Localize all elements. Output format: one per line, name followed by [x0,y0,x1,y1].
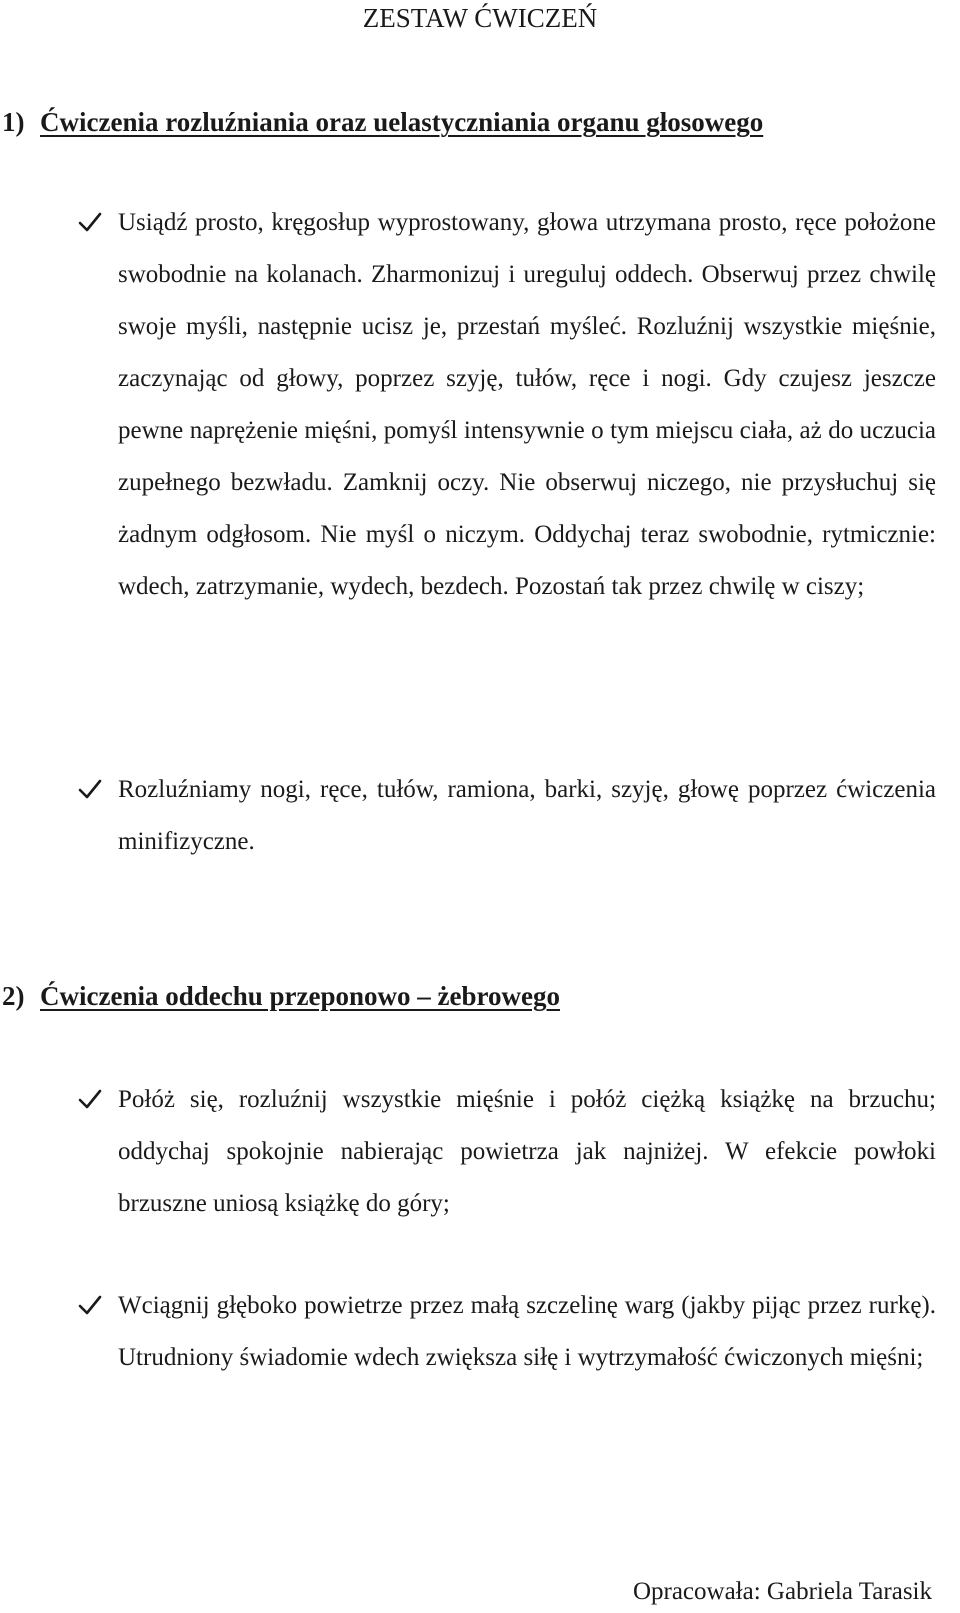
checkmark-icon [78,778,102,800]
exercise-item [78,1074,936,1230]
section-2-heading [2,978,560,1014]
checkmark-icon [78,1294,102,1316]
section-title: Ćwiczenia rozluźniania oraz uelastyczniania organu głosowego [40,107,764,137]
section-number: 1) [2,107,25,137]
exercise-item [78,1280,936,1384]
exercise-text: Rozluźniamy nogi, ręce, tułów, ramiona, barki, szyję, głowę poprzez ćwiczenia minifizyczne. [118,776,936,855]
author-credit: Opracowała: Gabriela Tarasik [632,1578,932,1605]
checkmark-icon [78,1088,102,1110]
exercise-text: Połóż się, rozluźnij wszystkie mięśnie i połóż ciężką książkę na brzuchu; oddychaj spokojnie nabierając powietrza jak najniżej. W efekcie powłoki brzuszne uniosą książkę do góry; [118,1086,936,1217]
exercise-text: Wciągnij głęboko powietrze przez małą szczelinę warg (jakby pijąc przez rurkę). Utrudniony świadomie wdech zwiększa siłę i wytrzymałość ćwiczonych mięśni; [118,1292,936,1371]
exercise-item [78,197,936,613]
checkmark-icon [78,211,102,233]
section-title: Ćwiczenia oddechu przeponowo – żebrowego [40,981,560,1011]
document-title: ZESTAW ĆWICZEŃ [362,3,598,33]
section-number: 2) [2,981,25,1011]
exercise-text: Usiądź prosto, kręgosłup wyprostowany, głowa utrzymana prosto, ręce położone swobodnie na kolanach. Zharmonizuj i ureguluj oddech. Obserwuj przez chwilę swoje myśli, następnie ucisz je, przestań myśleć. Rozluźnij wszystkie mięśnie, zaczynając od głowy, poprzez szyję, tułów, ręce i nogi. Gdy czujesz jeszcze pewne naprężenie mięśni, pomyśl intensywnie o tym miejscu ciała, aż do uczucia zupełnego bezwładu. Zamknij oczy. Nie obserwuj niczego, nie przysłuchuj się żadnym odgłosom. Nie myśl o niczym. Oddychaj teraz swobodnie, rytmicznie: wdech, zatrzymanie, wydech, bezdech. Pozostań tak przez chwilę w ciszy; [118,209,936,600]
exercise-item [78,764,936,868]
section-1-heading [2,104,763,140]
